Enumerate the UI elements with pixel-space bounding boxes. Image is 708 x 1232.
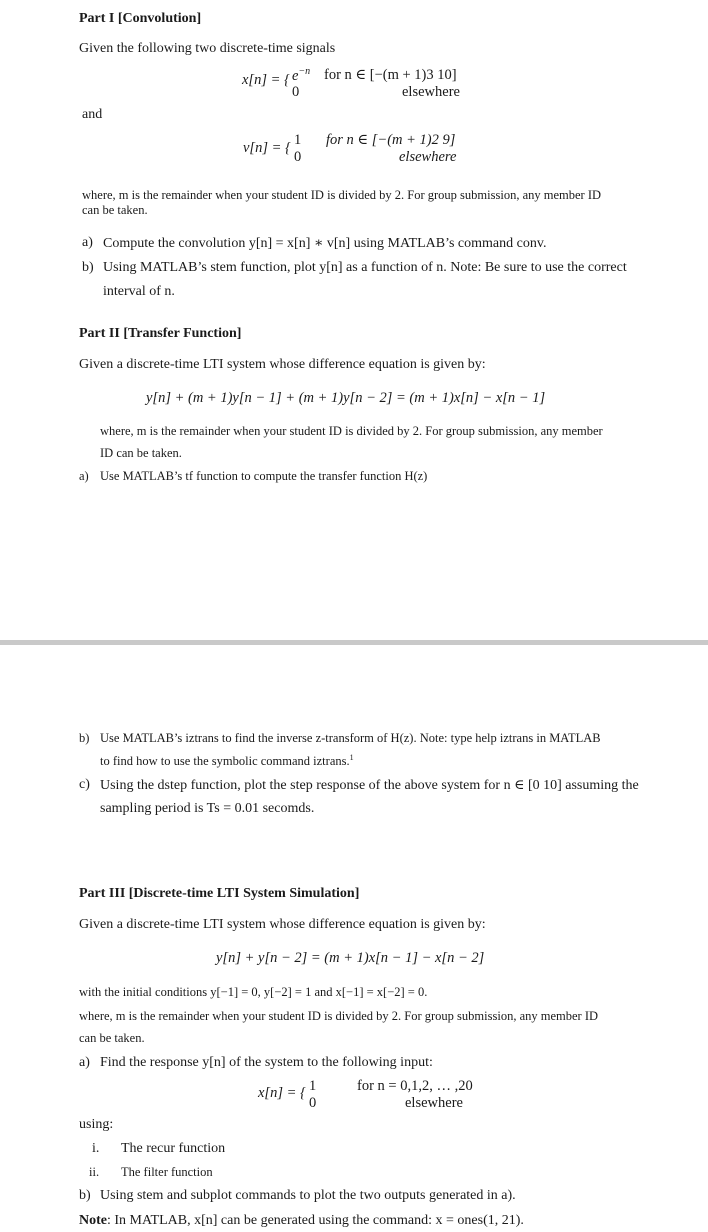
part3-where-line2: can be taken. [79, 1031, 145, 1045]
part2-b-line2: to find how to use the symbolic command iztrans. [100, 754, 350, 769]
part1-b-label: b) [82, 260, 94, 275]
note-label: Note [79, 1213, 107, 1228]
using-label: using: [79, 1117, 114, 1132]
v-bottom-condition: elsewhere [399, 149, 457, 165]
input-x-top-condition: for n = 0,1,2, … ,20 [357, 1078, 473, 1094]
part2-equation: y[n] + (m + 1)y[n − 1] + (m + 1)y[n − 2] = (m + 1)x[n] − x[n − 1] [146, 390, 546, 406]
part3-heading: Part III [Discrete-time LTI System Simulation] [79, 886, 360, 901]
x-top-condition: for n ∈ [−(m + 1)3 10] [324, 67, 457, 83]
part3-initial-conditions: with the initial conditions y[−1] = 0, y[−2] = 1 and x[−1] = x[−2] = 0. [79, 985, 428, 999]
part2-c-line1: Using the dstep function, plot the step response of the above system for n ∈ [0 10] assuming the [100, 778, 639, 793]
x-bottom-condition: elsewhere [402, 84, 460, 100]
part3-equation: y[n] + y[n − 2] = (m + 1)x[n − 1] − x[n − 2] [216, 950, 485, 966]
part1-b-line2: interval of n. [103, 284, 175, 299]
note-text: : In MATLAB, x[n] can be generated using the command: x = ones(1, 21). [107, 1213, 524, 1228]
part3-a-text: Find the response y[n] of the system to the following input: [100, 1055, 433, 1070]
part3-b-label: b) [79, 1188, 91, 1203]
part3-ii-text: The filter function [121, 1165, 213, 1179]
x-top-value: e [292, 67, 299, 84]
part1-where-line1: where, m is the remainder when your student ID is divided by 2. For group submission, any member ID [82, 188, 602, 202]
part3-where-line1: where, m is the remainder when your student ID is divided by 2. For group submission, any member ID [79, 1009, 599, 1023]
v-lhs: v[n] = { [243, 140, 291, 156]
input-x-bottom-value: 0 [309, 1095, 317, 1111]
part2-b-label: b) [79, 731, 90, 745]
part3-b-text: Using stem and subplot commands to plot the two outputs generated in a). [100, 1188, 516, 1203]
part1-heading: Part I [Convolution] [79, 11, 202, 26]
part3-a-label: a) [79, 1055, 90, 1070]
part1-intro: Given the following two discrete-time signals [79, 41, 336, 56]
part3-intro: Given a discrete-time LTI system whose difference equation is given by: [79, 917, 486, 932]
part1-a-label: a) [82, 235, 93, 250]
part3-i-label: i. [92, 1141, 100, 1156]
v-top-condition: for n ∈ [−(m + 1)2 9] [326, 132, 456, 148]
part1-where-line2: can be taken. [82, 203, 148, 217]
part2-a-label: a) [79, 469, 89, 483]
part1-a-text: Compute the convolution y[n] = x[n] ∗ v[n] using MATLAB’s command conv. [103, 236, 547, 251]
input-x-lhs: x[n] = { [258, 1085, 306, 1101]
input-x-bottom-condition: elsewhere [405, 1095, 463, 1111]
v-bottom-value: 0 [294, 149, 302, 165]
part2-a-text: Use MATLAB’s tf function to compute the transfer function H(z) [100, 469, 428, 483]
x-lhs: x[n] = { [242, 72, 290, 88]
input-x-top-value: 1 [309, 1078, 317, 1094]
x-top-exponent: −n [298, 66, 311, 77]
x-bottom-value: 0 [292, 84, 300, 100]
part1-b-line1: Using MATLAB’s stem function, plot y[n] as a function of n. Note: Be sure to use the correct [103, 260, 627, 275]
v-top-value: 1 [294, 132, 302, 148]
and-text: and [82, 107, 103, 122]
part3-ii-label: ii. [89, 1165, 100, 1179]
page-break-divider [0, 640, 708, 645]
part2-where-line1: where, m is the remainder when your student ID is divided by 2. For group submission, any member [100, 424, 603, 438]
part3-i-text: The recur function [121, 1141, 226, 1156]
part2-where-line2: ID can be taken. [100, 446, 182, 460]
part2-heading: Part II [Transfer Function] [79, 326, 242, 341]
part2-intro: Given a discrete-time LTI system whose difference equation is given by: [79, 357, 486, 372]
part2-c-label: c) [79, 777, 90, 792]
part2-b-line1: Use MATLAB’s iztrans to find the inverse z-transform of H(z). Note: type help iztrans in MATLAB [100, 731, 601, 745]
part2-c-line2: sampling period is Ts = 0.01 secomds. [100, 801, 315, 816]
footnote-marker: 1 [349, 753, 354, 762]
